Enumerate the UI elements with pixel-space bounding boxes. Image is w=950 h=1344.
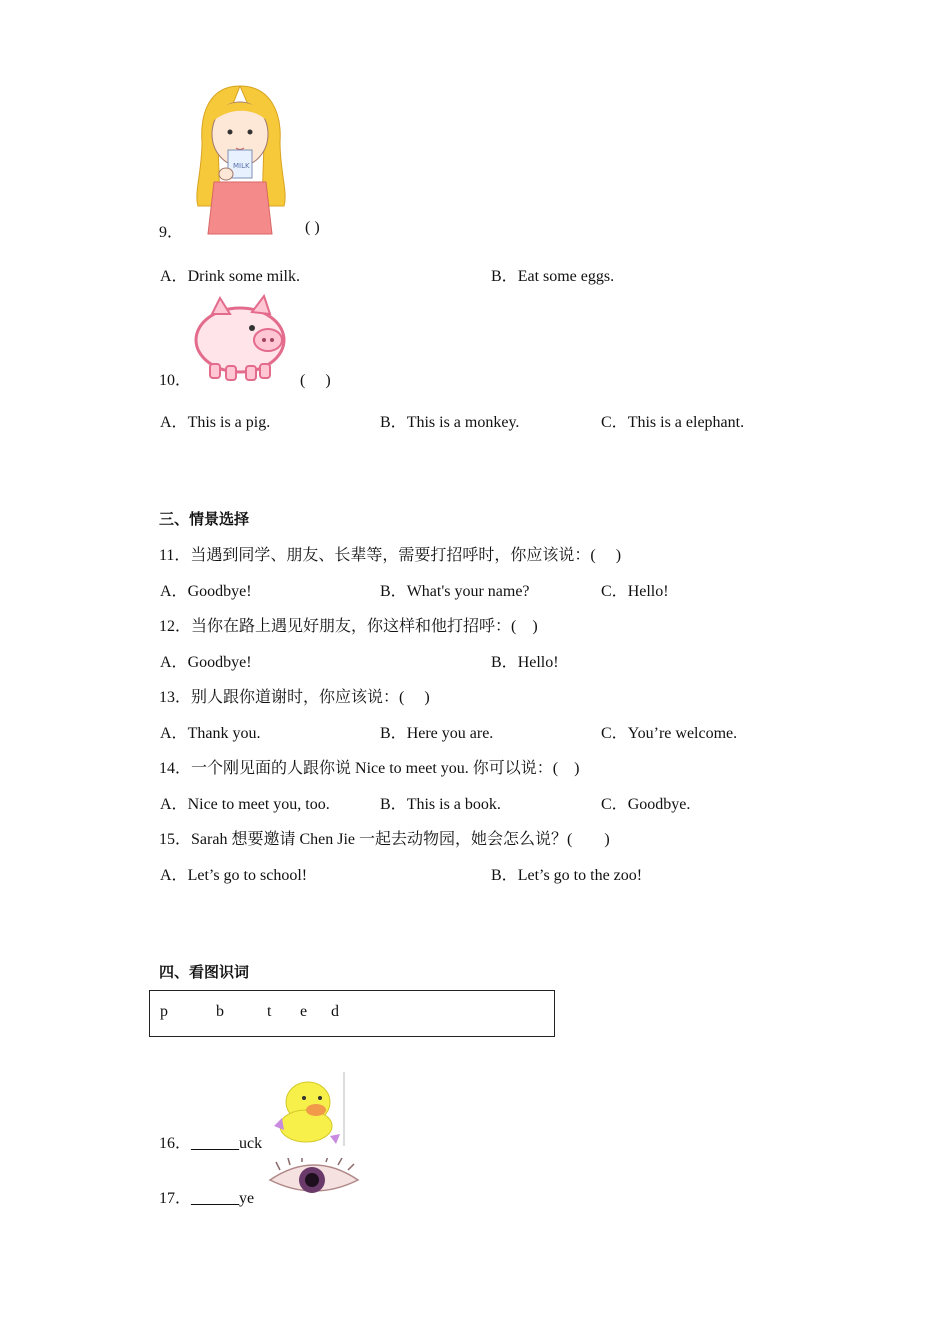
svg-text:MILK: MILK [233, 162, 250, 170]
q13-option-c: C．You’re welcome. [601, 725, 738, 742]
q10-option-b: B．This is a monkey. [380, 414, 520, 431]
question-14: 14．一个刚见面的人跟你说 Nice to meet you. 你可以说：( ) [159, 760, 580, 777]
letter-bank-item: p [160, 1003, 168, 1020]
question-10-answer-paren: ( ) [300, 372, 331, 389]
q10-option-a: A．This is a pig. [160, 414, 271, 431]
q11-option-a: A．Goodbye! [160, 583, 252, 600]
q15-option-a: A．Let’s go to school! [160, 867, 308, 884]
letter-bank-item: b [216, 1003, 224, 1020]
letter-bank-item: e [300, 1003, 308, 1020]
section-3-heading: 三、情景选择 [159, 510, 250, 528]
q12-option-a: A．Goodbye! [160, 654, 252, 671]
letter-bank-box [149, 990, 555, 1037]
q9-option-a: A．Drink some milk. [160, 268, 300, 285]
letter-bank-item: d [331, 1003, 339, 1020]
q14-option-c: C．Goodbye. [601, 796, 691, 813]
fill-blank[interactable]: ______ [191, 1190, 240, 1207]
q13-option-b: B．Here you are. [380, 725, 494, 742]
duck-icon [270, 1072, 346, 1146]
section-4-heading: 四、看图识词 [159, 963, 250, 981]
q11-option-c: C．Hello! [601, 583, 669, 600]
fill-blank[interactable]: ______ [191, 1135, 240, 1152]
q10-option-c: C．This is a elephant. [601, 414, 745, 431]
q9-option-b: B．Eat some eggs. [491, 268, 615, 285]
question-10-number: 10． [159, 372, 192, 389]
q13-option-a: A．Thank you. [160, 725, 261, 742]
pig-icon [190, 292, 294, 384]
question-15: 15．Sarah 想要邀请 Chen Jie 一起去动物园，她会怎么说？( ) [159, 831, 610, 848]
q15-option-b: B．Let’s go to the zoo! [491, 867, 643, 884]
question-11: 11．当遇到同学、朋友、长辈等，需要打招呼时，你应该说：( ) [159, 547, 622, 564]
question-9-number: 9． [159, 224, 184, 241]
question-16: 16．______uck [159, 1135, 263, 1152]
question-9-answer-paren: ( ) [305, 219, 320, 236]
question-12: 12．当你在路上遇见好朋友，你这样和他打招呼：( ) [159, 618, 538, 635]
q14-option-b: B．This is a book. [380, 796, 501, 813]
question-13: 13．别人跟你道谢时，你应该说：( ) [159, 689, 430, 706]
q14-option-a: A．Nice to meet you, too. [160, 796, 330, 813]
eye-icon [266, 1158, 362, 1200]
letter-bank-item: t [267, 1003, 272, 1020]
girl-drinking-milk-icon [190, 82, 290, 236]
q11-option-b: B．What's your name? [380, 583, 530, 600]
question-17: 17．______ye [159, 1190, 255, 1207]
q12-option-b: B．Hello! [491, 654, 559, 671]
